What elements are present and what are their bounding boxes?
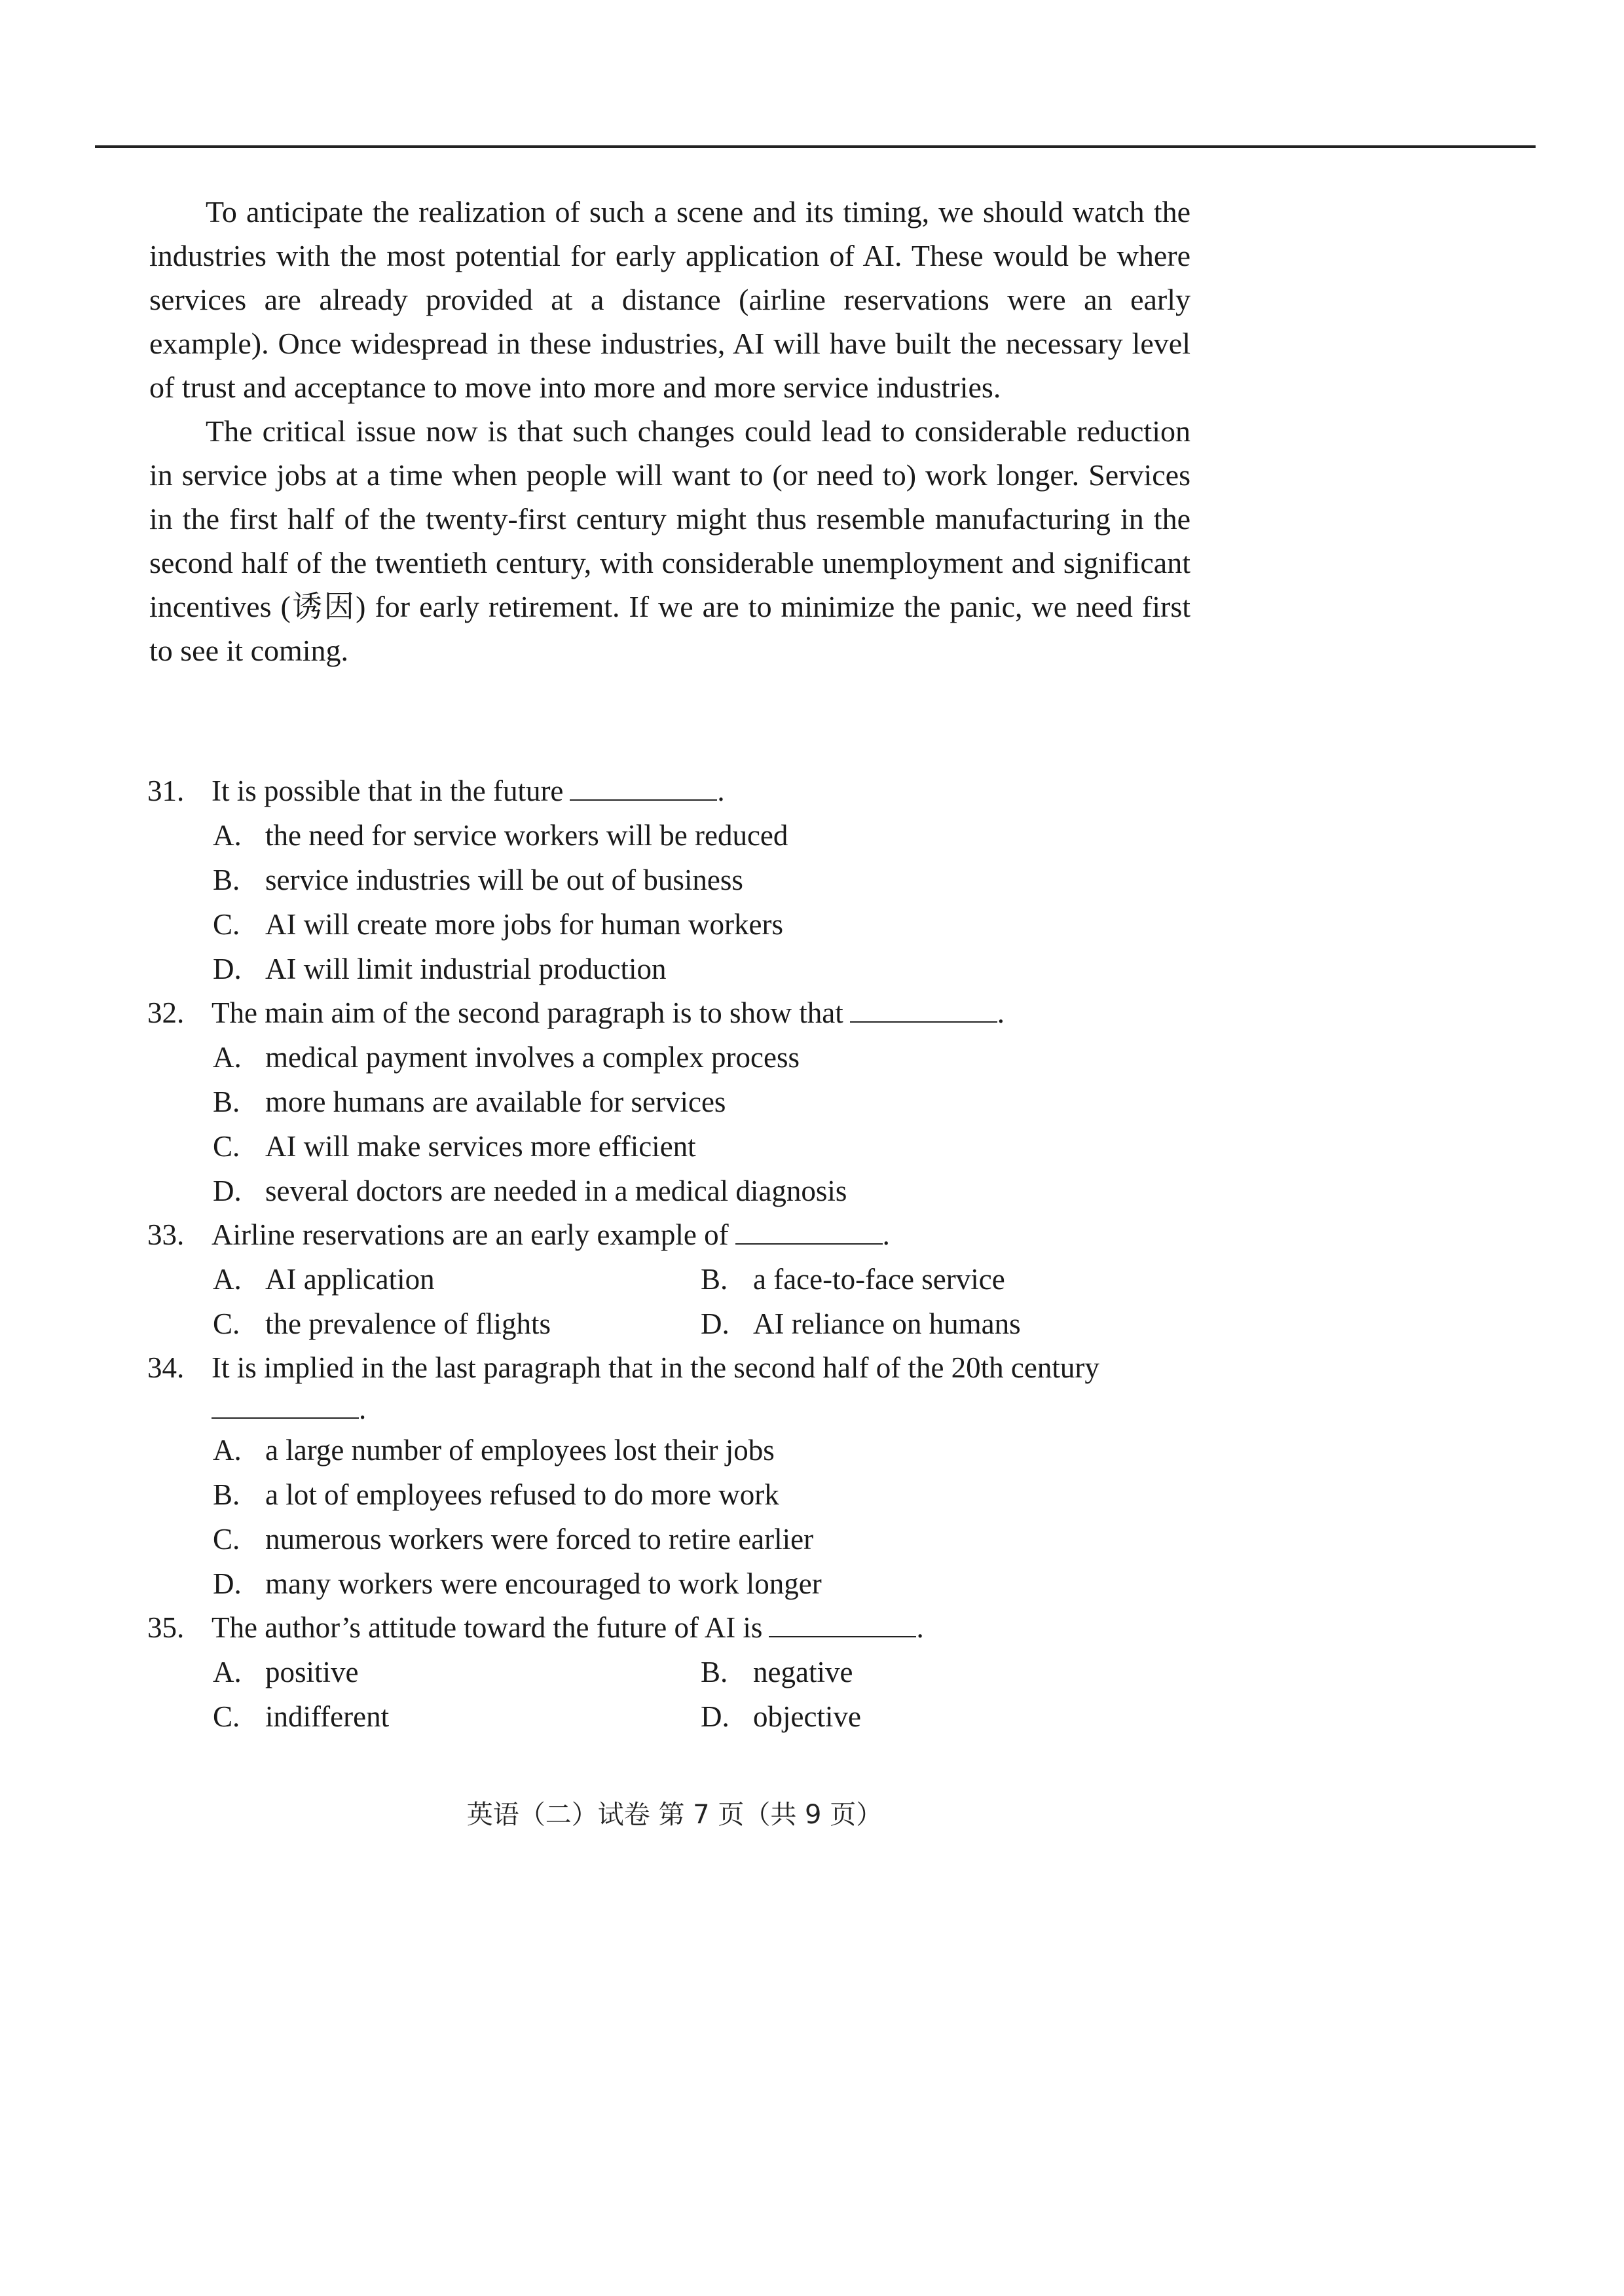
reading-passage — [149, 190, 1190, 672]
option-34-c[interactable] — [213, 1517, 1195, 1561]
option-text: AI will make services more efficient — [265, 1130, 696, 1163]
option-letter: D. — [213, 1175, 242, 1207]
option-33-a[interactable] — [213, 1257, 701, 1302]
option-31-b[interactable] — [213, 858, 1195, 902]
question-32 — [147, 991, 1195, 1035]
question-number: 33. — [147, 1218, 185, 1251]
question-stem-end: . — [997, 996, 1005, 1029]
option-row — [213, 1650, 1195, 1694]
option-31-a[interactable] — [213, 813, 1195, 858]
option-31-c[interactable] — [213, 902, 1195, 947]
passage-paragraph: To anticipate the realization of such a scene and its timing, we should watch the industries with the most potential for early application of AI. These would be where services are already provided at a distance (airline reservations were an early example). Once widespread in these industries, AI will have built the necessary level of trust and acceptance to move into more and more service industries. — [149, 195, 1190, 404]
answer-blank — [570, 773, 717, 801]
question-stem — [212, 1606, 1195, 1650]
option-32-c[interactable] — [213, 1124, 1195, 1169]
option-text: AI application — [265, 1263, 435, 1296]
question-number: 32. — [147, 996, 185, 1029]
option-text: numerous workers were forced to retire earlier — [265, 1523, 814, 1556]
question-35 — [147, 1606, 1195, 1650]
option-row — [213, 1257, 1195, 1302]
option-text: the prevalence of flights — [265, 1307, 551, 1340]
option-letter: A. — [213, 1656, 242, 1688]
question-stem-text: It is possible that in the future — [212, 774, 564, 807]
option-33-b[interactable] — [701, 1257, 1189, 1302]
passage-paragraph: The critical issue now is that such changes could lead to considerable reduction in service jobs at a time when people will want to (or need to) work longer. Services in the first half of the twenty-first century might thus resemble manufacturing in the second half of the twentieth century, with considerable unemployment and significant incentives (诱因) for early retirement. If we are to minimize the panic, we need first to see it coming. — [149, 414, 1190, 667]
option-letter: B. — [701, 1263, 728, 1296]
option-33-c[interactable] — [213, 1302, 701, 1346]
option-text: more humans are available for services — [265, 1085, 726, 1118]
option-32-d[interactable] — [213, 1169, 1195, 1213]
option-letter: C. — [213, 1130, 240, 1163]
option-35-d[interactable] — [701, 1694, 1189, 1739]
option-34-d[interactable] — [213, 1561, 1195, 1606]
option-letter: D. — [213, 1567, 242, 1600]
answer-blank — [769, 1610, 916, 1637]
option-34-b[interactable] — [213, 1472, 1195, 1517]
option-letter: A. — [213, 1041, 242, 1074]
option-text: AI will create more jobs for human workers — [265, 908, 783, 941]
question-stem — [212, 769, 1195, 813]
option-letter: B. — [701, 1656, 728, 1688]
option-33-d[interactable] — [701, 1302, 1189, 1346]
option-row — [213, 1694, 1195, 1739]
option-letter: B. — [213, 1478, 240, 1511]
question-list — [147, 769, 1195, 1739]
question-31 — [147, 769, 1195, 813]
question-34 — [147, 1346, 1195, 1390]
option-letter: B. — [213, 864, 240, 896]
option-text: a face-to-face service — [753, 1263, 1005, 1296]
option-letter: A. — [213, 1263, 242, 1296]
option-text: service industries will be out of business — [265, 864, 743, 896]
options-35 — [147, 1650, 1195, 1739]
question-stem-text: Airline reservations are an early example of — [212, 1218, 729, 1251]
option-letter: D. — [213, 953, 242, 985]
option-text: several doctors are needed in a medical diagnosis — [265, 1175, 847, 1207]
option-row — [213, 1302, 1195, 1346]
options-33 — [147, 1257, 1195, 1346]
answer-blank — [735, 1217, 883, 1245]
question-number: 35. — [147, 1611, 185, 1644]
option-letter: C. — [213, 1307, 240, 1340]
question-number: 34. — [147, 1351, 185, 1384]
options-31 — [147, 813, 1195, 991]
option-35-c[interactable] — [213, 1694, 701, 1739]
option-35-b[interactable] — [701, 1650, 1189, 1694]
question-stem — [212, 991, 1195, 1035]
question-stem-end: . — [717, 774, 725, 807]
answer-blank — [212, 1391, 359, 1419]
question-stem-text: It is implied in the last paragraph that in the second half of the 20th century — [212, 1351, 1099, 1384]
question-stem-text: The main aim of the second paragraph is to show that — [212, 996, 843, 1029]
option-text: negative — [753, 1656, 853, 1688]
option-text: objective — [753, 1700, 861, 1733]
option-text: many workers were encouraged to work longer — [265, 1567, 822, 1600]
option-text: AI will limit industrial production — [265, 953, 667, 985]
options-34 — [147, 1428, 1195, 1606]
option-text: indifferent — [265, 1700, 390, 1733]
question-stem-end: . — [882, 1218, 890, 1251]
option-text: positive — [265, 1656, 359, 1688]
question-stem-end: . — [916, 1611, 924, 1644]
option-31-d[interactable] — [213, 947, 1195, 991]
option-text: a large number of employees lost their jobs — [265, 1434, 775, 1467]
option-34-a[interactable] — [213, 1428, 1195, 1472]
option-letter: D. — [701, 1700, 729, 1733]
question-33 — [147, 1213, 1195, 1257]
option-32-b[interactable] — [213, 1080, 1195, 1124]
question-stem-continuation — [147, 1390, 1195, 1428]
question-stem-end: . — [359, 1393, 367, 1425]
option-letter: C. — [213, 908, 240, 941]
option-letter: A. — [213, 1434, 242, 1467]
option-letter: C. — [213, 1700, 240, 1733]
header-rule — [95, 145, 1536, 148]
option-text: AI reliance on humans — [753, 1307, 1021, 1340]
answer-blank — [850, 995, 997, 1023]
question-stem — [212, 1213, 1195, 1257]
option-letter: C. — [213, 1523, 240, 1556]
option-letter: B. — [213, 1085, 240, 1118]
page-footer: 英语（二）试卷 第 7 页（共 9 页） — [466, 1800, 883, 1830]
options-32 — [147, 1035, 1195, 1213]
option-text: the need for service workers will be reduced — [265, 819, 788, 852]
option-letter: D. — [701, 1307, 729, 1340]
option-32-a[interactable] — [213, 1035, 1195, 1080]
option-35-a[interactable] — [213, 1650, 701, 1694]
question-stem-text: The author’s attitude toward the future of AI is — [212, 1611, 763, 1644]
option-letter: A. — [213, 819, 242, 852]
question-number: 31. — [147, 774, 185, 807]
option-text: medical payment involves a complex process — [265, 1041, 800, 1074]
option-text: a lot of employees refused to do more work — [265, 1478, 779, 1511]
